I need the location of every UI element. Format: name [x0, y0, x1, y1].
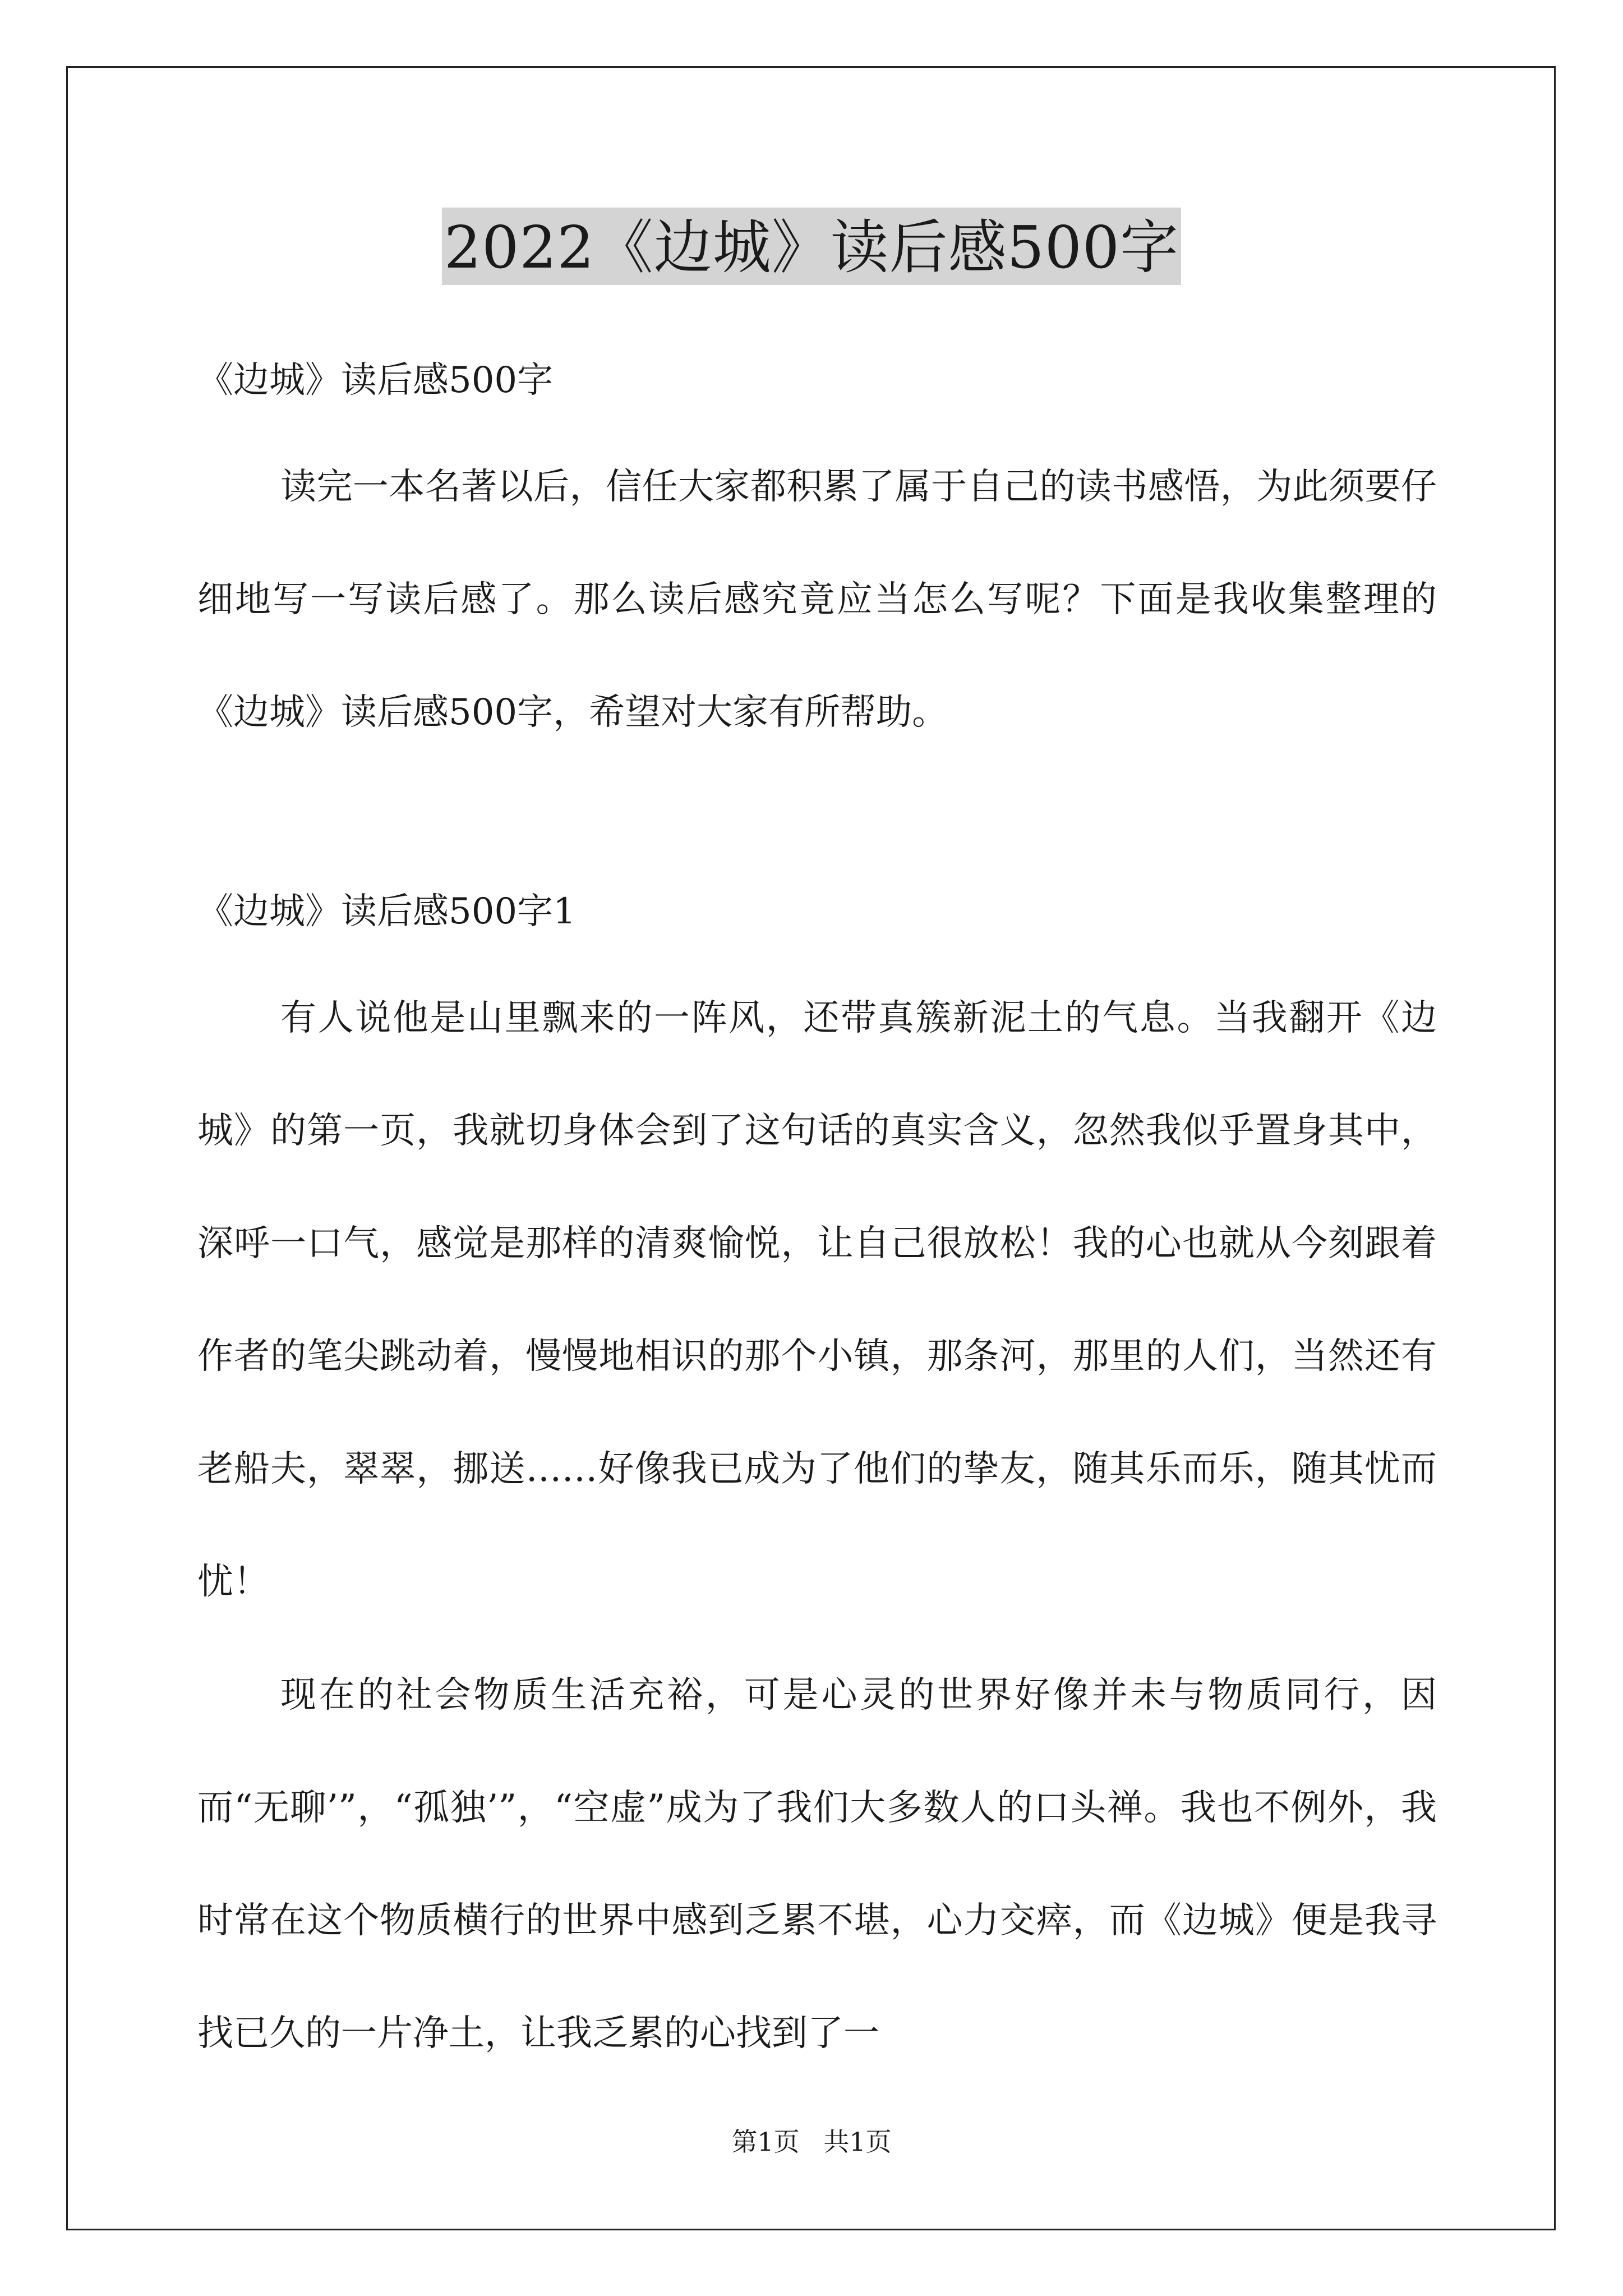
- page-number-total: 共1页: [823, 2127, 892, 2157]
- intro-paragraph: 读完一本名著以后，信任大家都积累了属于自己的读书感悟，为此须要仔细地写一写读后感了。那么读后感究竟应当怎么写呢？下面是我收集整理的《边城》读后感500字，希望对大家有所帮助。: [197, 466, 1437, 733]
- page-footer: [0, 2125, 1623, 2159]
- section-1-heading: 《边城》读后感500字1: [197, 891, 576, 932]
- section-1-paragraph-1: 有人说他是山里飘来的一阵风，还带真簇新泥土的气息。当我翻开《边城》的第一页，我就切身体会到了这句话的真实含义，忽然我似乎置身其中，深呼一口气，感觉是那样的清爽愉悦，让自己很放松！我的心也就从今刻跟着作者的笔尖跳动着，慢慢地相识的那个小镇，那条河，那里的人们，当然还有老船夫，翠翠，挪送……好像我已成为了他们的挚友，随其乐而乐，随其忧而忧！: [197, 997, 1437, 1603]
- document-title: 2022《边城》读后感500字: [442, 208, 1181, 285]
- page-number-current: 第1页: [731, 2127, 800, 2157]
- title-container: [0, 208, 1623, 285]
- intro-heading: 《边城》读后感500字: [197, 360, 554, 401]
- section-1-paragraph-2: 现在的社会物质生活充裕，可是心灵的世界好像并未与物质同行，因而“无聊’”，“孤独’”，“空虚”成为了我们大多数人的口头禅。我也不例外，我时常在这个物质横行的世界中感到乏累不堪，心力交瘁，而《边城》便是我寻找已久的一片净土，让我乏累的心找到了一: [197, 1674, 1437, 2054]
